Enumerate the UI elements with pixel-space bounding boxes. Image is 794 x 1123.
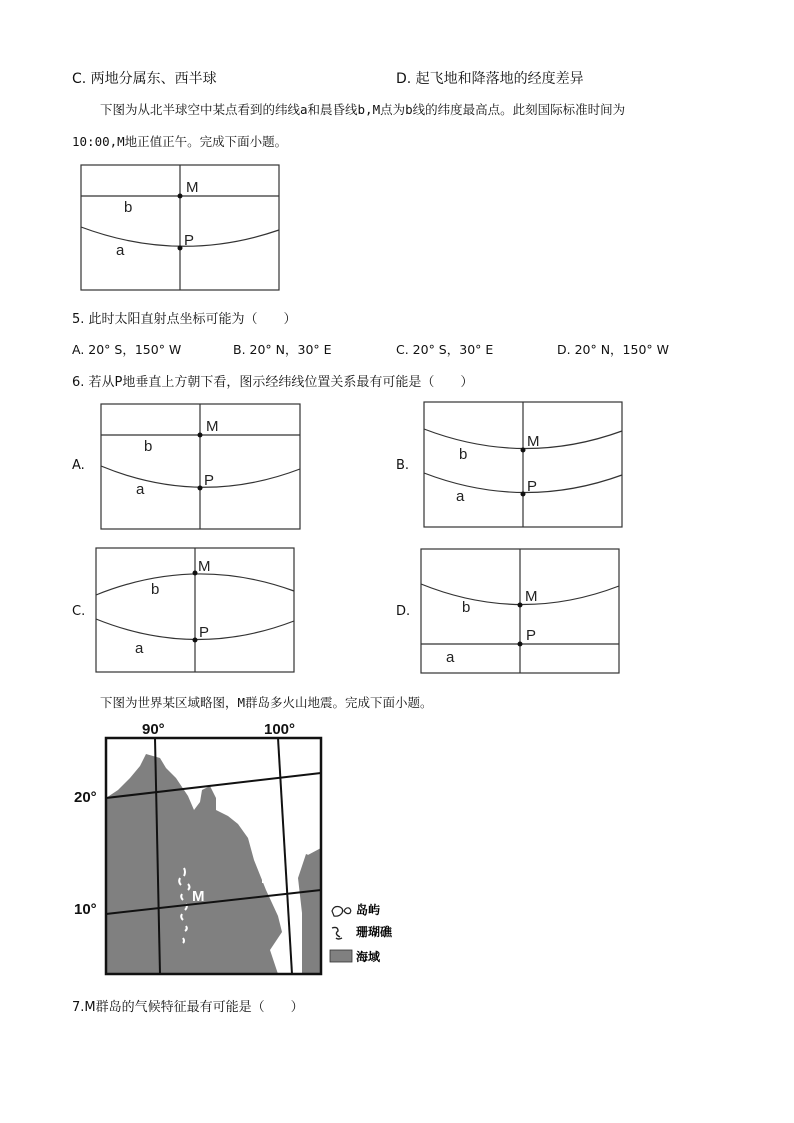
legend — [330, 902, 393, 964]
map-label-m: M — [192, 888, 205, 905]
q6-label-c: C. — [72, 604, 86, 619]
intro-paragraph-2: 下图为世界某区域略图，M群岛多火山地震。完成下面小题。 — [100, 695, 433, 710]
label-b: b — [151, 581, 160, 598]
q6-stem: 6. 若从P地垂直上方朝下看，图示经纬线位置关系最有可能是（ ） — [72, 375, 474, 390]
q5-option-d: D. 20° N，150° W — [557, 342, 669, 357]
legend-island-label: 岛屿 — [356, 903, 381, 917]
sea-swatch-icon — [330, 950, 352, 962]
label-m: M — [527, 433, 540, 450]
label-a: a — [116, 242, 125, 259]
label-p: P — [204, 472, 215, 489]
label-b: b — [462, 599, 471, 616]
q6-figure-a — [100, 403, 303, 531]
q4-option-c: C. 两地分属东、西半球 — [72, 71, 217, 87]
q5-option-a: A. 20° S，150° W — [72, 342, 182, 357]
q5-stem: 5. 此时太阳直射点坐标可能为（ ） — [72, 312, 297, 327]
q6-figure-c — [95, 547, 297, 674]
q7-stem: 7.M群岛的气候特征最有可能是（ ） — [72, 1000, 304, 1015]
q5-option-b: B. 20° N，30° E — [233, 342, 332, 357]
lat-20-label: 20° — [74, 789, 97, 806]
label-m: M — [198, 558, 211, 575]
legend-reef-label: 珊瑚礁 — [356, 925, 393, 939]
q6-figure-d — [420, 548, 622, 675]
label-m: M — [206, 418, 219, 435]
label-m: M — [186, 179, 199, 196]
label-b: b — [124, 199, 133, 216]
q6-label-a: A. — [72, 458, 85, 473]
label-p: P — [527, 478, 538, 495]
label-p: P — [184, 232, 195, 249]
lon-90-label: 90° — [142, 721, 165, 738]
reef-icon — [332, 927, 342, 939]
lat-10-label: 10° — [74, 901, 97, 918]
label-b: b — [459, 446, 468, 463]
legend-sea-label: 海域 — [356, 950, 381, 964]
label-a: a — [135, 640, 144, 657]
q6-label-d: D. — [396, 604, 411, 619]
intro-paragraph-line1: 下图为从北半球空中某点看到的纬线a和晨昏线b,M点为b线的纬度最高点。此刻国际标准时间为 — [100, 102, 626, 117]
q5-option-c: C. 20° S，30° E — [396, 342, 494, 357]
intro-paragraph-line2: 10:00,M地正值正午。完成下面小题。 — [72, 134, 288, 149]
figure-main — [80, 164, 282, 292]
label-p: P — [526, 627, 537, 644]
q4-option-d: D. 起飞地和降落地的经度差异 — [396, 71, 584, 87]
island-icon — [332, 907, 343, 917]
q6-label-b: B. — [396, 458, 410, 473]
label-a: a — [136, 481, 145, 498]
q6-figure-b — [423, 401, 625, 529]
region-map — [70, 718, 400, 980]
lon-100-label: 100° — [264, 721, 296, 738]
label-a: a — [446, 649, 455, 666]
label-a: a — [456, 488, 465, 505]
label-p: P — [199, 624, 210, 641]
label-m: M — [525, 588, 538, 605]
label-b: b — [144, 438, 153, 455]
